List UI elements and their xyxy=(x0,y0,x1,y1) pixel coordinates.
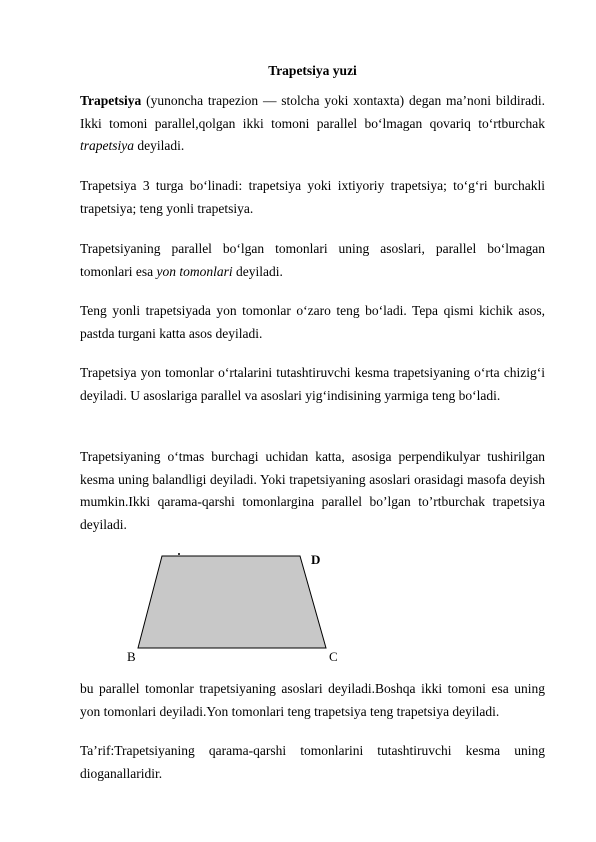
paragraph-text: Trapetsiyaning parallel boʻlgan tomonlari uning asoslari, parallel boʻlmagan tomonlari esa xyxy=(80,241,545,279)
italic-term: yon tomonlari xyxy=(156,263,233,279)
vertex-label-c: C xyxy=(329,649,338,664)
paragraph-isosceles: Teng yonli trapetsiyada yon tomonlar oʻzaro teng boʻladi. Tepa qismi kichik asos, pastda turgani katta asos deyiladi. xyxy=(80,303,545,341)
paragraph-diagonals: Ta’rif:Trapetsiyaning qarama-qarshi tomonlarini tutashtiruvchi kesma uning dioganallaridir. xyxy=(80,743,545,781)
paragraph-midline: Trapetsiya yon tomonlar oʻrtalarini tutashtiruvchi kesma trapetsiyaning oʻrta chizigʻi deyiladi. U asoslariga parallel va asoslari yigʻindisining yarmiga teng boʻladi. xyxy=(80,365,545,403)
page-title: Trapetsiya yuzi xyxy=(268,63,357,78)
paragraph-definition xyxy=(80,90,545,158)
bold-term: Trapetsiya xyxy=(80,93,142,108)
paragraph-sides xyxy=(80,238,545,283)
paragraph-text: deyiladi. xyxy=(134,138,185,153)
paragraph-height: Trapetsiyaning oʻtmas burchagi uchidan katta, asosiga perpendikulyar tushirilgan kesma uning balandligi deyiladi. Yoki trapetsiyaning asoslari orasidagi masofa deyish mumkin.Ikki qarama-qarshi tomonlargina parallel bo’lgan to’rtburchak trapetsiya deyiladi. xyxy=(80,449,545,532)
paragraph-text: (yunoncha trapezion — stolcha yoki xontaxta) degan maʼnoni bildiradi. Ikki tomoni parallel,qolgan ikki tomoni parallel boʻlmagan qovariq toʻrtburchak xyxy=(80,93,545,131)
vertex-label-b: B xyxy=(127,649,136,664)
paragraph-bases: bu parallel tomonlar trapetsiyaning asoslari deyiladi.Boshqa ikki tomoni esa uning yon tomonlari deyiladi.Yon tomonlari teng trapetsiya teng trapetsiya deyiladi. xyxy=(80,681,545,719)
trapezoid-shape xyxy=(138,556,326,648)
vertex-a-dot xyxy=(178,553,180,555)
italic-term: trapetsiya xyxy=(80,138,134,153)
paragraph-types: Trapetsiya 3 turga boʻlinadi: trapetsiya yoki ixtiyoriy trapetsiya; toʻgʻri burchakli trapetsiya; teng yonli trapetsiya. xyxy=(80,178,545,216)
paragraph-text: deyiladi. xyxy=(232,263,283,279)
trapezoid-figure xyxy=(80,546,545,670)
vertex-label-d: D xyxy=(311,552,321,567)
